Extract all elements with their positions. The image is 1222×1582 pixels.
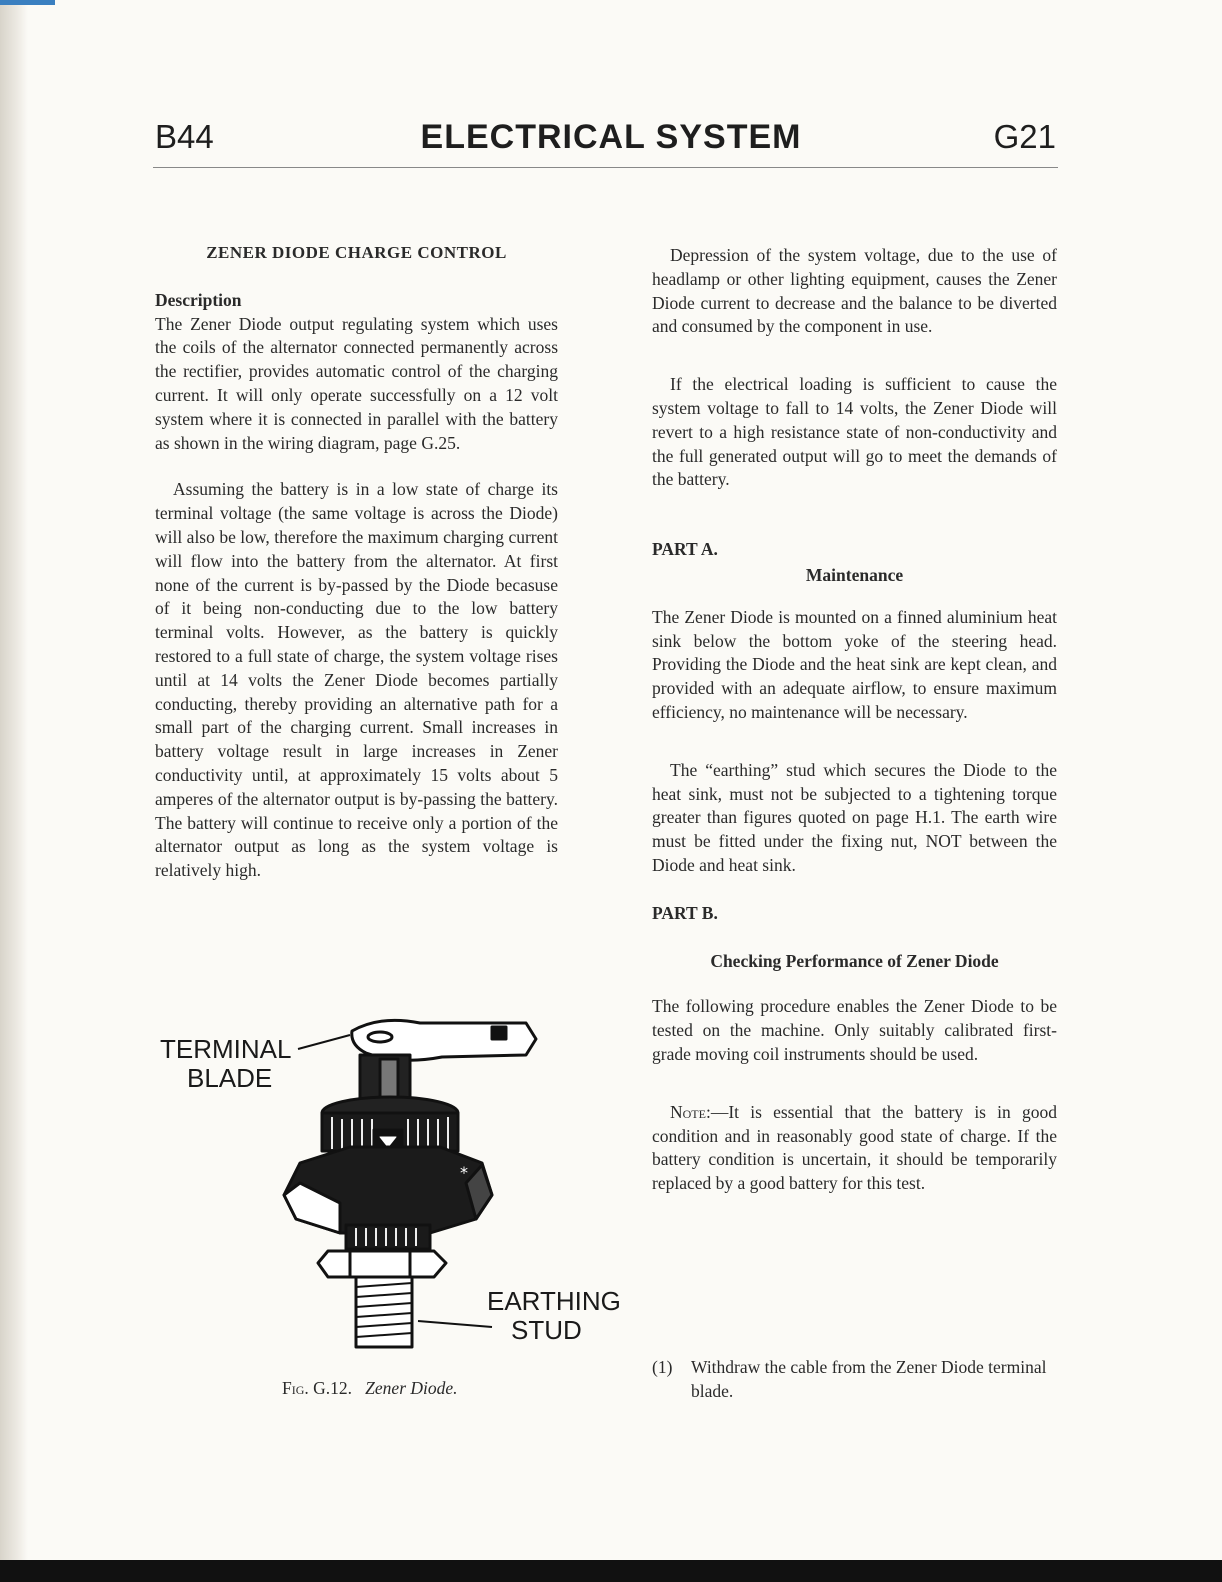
description-paragraph-2: Assuming the battery is in a low state of charge its terminal voltage (the same voltage is across the Diode) will also be low, therefore the maximum charging current will flow into the battery from the alternator. At first none of the current is by-passed by the Diode becasuse of it being non-conducting due to the low battery terminal volts. However, as the battery is quickly restored to a full state of charge, the system voltage rises until at 14 volts the Zener Diode becomes partially conducting, thereby providing an alternative path for a small part of the charging current. Small increases in battery voltage result in large increases in Zener conductivity until, at approximately 15 volts about 5 amperes of the alternator output is by-passing the battery. The battery will continue to receive only a portion of the alternator output as long as the system voltage is relatively high.	[155, 479, 558, 881]
note-paragraph	[652, 1101, 1057, 1196]
page-binding-shadow	[0, 0, 28, 1560]
checking-heading: Checking Performance of Zener Diode	[710, 950, 999, 971]
step-1-text: Withdraw the cable from the Zener Diode terminal blade.	[691, 1357, 1047, 1401]
right-column	[652, 244, 1057, 1196]
section-title: ZENER DIODE CHARGE CONTROL	[206, 243, 507, 262]
earthing-paragraph: The “earthing” stud which secures the Diode to the heat sink, must not be subjected to a tightening torque greater than figures quoted on page H.1. The earth wire must be fitted under the fixing nut, NOT between the Diode and heat sink.	[652, 759, 1057, 875]
right-paragraph-2: If the electrical loading is sufficient to cause the system voltage to fall to 14 volts, the Zener Diode will revert to a high resistance state of non-conductivity and the full generated output will go to meet the demands of the battery.	[652, 374, 1057, 490]
note-text: —It is essential that the battery is in good condition and in reasonably good state of charge. If the battery condition is uncertain, it should be temporarily replaced by a good battery for this test.	[652, 1101, 1057, 1194]
label-terminal-line2: BLADE	[187, 1063, 273, 1093]
figure-caption	[282, 1378, 458, 1399]
description-paragraph-1: The Zener Diode output regulating system which uses the coils of the alternator connected permanently across the rectifier, provides automatic control of the charging current. It will only operate successfully on a 12 volt system where it is connected in parallel with the battery as shown in the wiring diagram, page G.25.	[155, 313, 558, 453]
procedure-paragraph: The following procedure enables the Zener Diode to be tested on the machine. Only suitably calibrated first-grade moving coil instruments should be used.	[652, 996, 1057, 1064]
zener-diode-illustration	[270, 1015, 550, 1360]
page-code-left: B44	[155, 118, 214, 155]
description-heading: Description	[155, 289, 242, 310]
part-b-heading: PART B.	[652, 902, 718, 923]
figure-caption-title: Zener Diode.	[365, 1378, 458, 1398]
maintenance-paragraph: The Zener Diode is mounted on a finned aluminium heat sink below the bottom yoke of the steering head. Providing the Diode and the heat sink are kept clean, and provided with an adequate airflow, to ensure maximum efficiency, no maintenance will be necessary.	[652, 606, 1057, 722]
step-1-number: (1)	[652, 1357, 673, 1377]
svg-text:*: *	[460, 1163, 468, 1182]
label-earthing-line2: STUD	[511, 1315, 582, 1345]
maintenance-heading: Maintenance	[805, 564, 904, 585]
page-title: ELECTRICAL SYSTEM	[420, 118, 802, 156]
scan-corner-mark	[0, 0, 55, 5]
part-a-heading: PART A.	[652, 539, 718, 560]
right-paragraph-1: Depression of the system voltage, due to the use of headlamp or other lighting equipment, causes the Zener Diode current to decrease and the balance to be diverted and consumed by the component in use.	[652, 245, 1057, 337]
figure-caption-number: Fig. G.12.	[282, 1378, 353, 1398]
page-number: G21	[993, 118, 1056, 155]
left-column	[155, 241, 558, 883]
label-terminal-line1: TERMINAL	[160, 1034, 292, 1064]
scan-bottom-edge	[0, 1560, 1222, 1582]
label-earthing-line1: EARTHING	[487, 1286, 621, 1316]
header-rule	[153, 167, 1058, 168]
note-label: Note:	[670, 1101, 711, 1122]
